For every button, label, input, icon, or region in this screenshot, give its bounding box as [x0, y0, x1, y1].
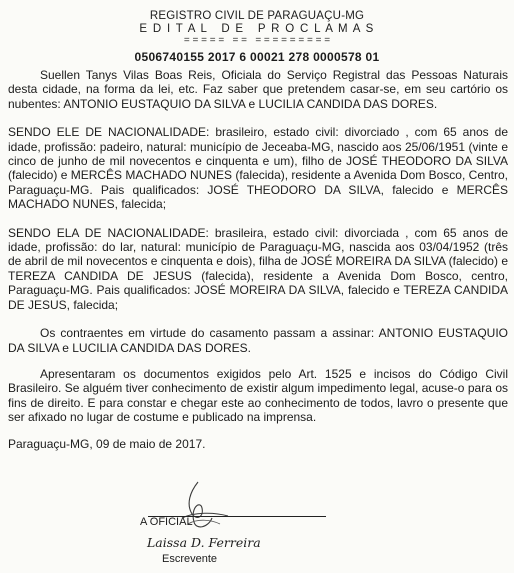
bride-paragraph: SENDO ELA DE NACIONALIDADE: brasileira, estado civil: divorciada , com 65 anos de idade, profissão: do lar, natural: município de Paraguaçu-MG, nascida aos 03/04/1952 (três de abril de mil novecentos e cinquenta e dois), filha de JOSÉ MOREIRA DA SILVA (falecido) e TEREZA CANDIDA DE JESUS (falecida), residente a Avenida Dom Bosco, centro, Paraguaçu-MG. Pais qualificados: JOSÉ MOREIRA DA SILVA, falecido e TEREZA CANDIDA DE JESUS, falecida; [8, 225, 508, 312]
signing-paragraph: Os contraentes em virtude do casamento passam a assinar: ANTONIO EUSTAQUIO DA SILVA e LUCILIA CANDIDA DAS DORES. [8, 326, 508, 355]
place-date: Paraguaçu-MG, 09 de maio de 2017. [8, 436, 206, 451]
groom-paragraph: SENDO ELE DE NACIONALIDADE: brasileiro, estado civil: divorciado , com 65 anos de idade, profissão: padeiro, natural: município de Jeceaba-MG, nascido aos 25/06/1951 (vinte e cinco de junho de mil novecentos e cinquenta e um), filho de JOSÉ THEODORO DA SILVA (falecido) e MERCÊS MACHADO NUNES (falecida), residente a Avenida Dom Bosco, Centro, Paraguaçu-MG. Pais qualificados: JOSÉ THEODORO DA SILVA, falecido e MERCÊS MACHADO NUNES, falecida; [8, 125, 508, 212]
signer-name: Laissa D. Ferreira [147, 535, 261, 550]
signature-block [0, 478, 514, 573]
documents-paragraph: Apresentaram os documentos exigidos pelo Art. 1525 e incisos do Código Civil Brasileiro. Se alguém tiver conhecimento de existir algum impedimento legal, acuse-o para os fins de direito. E para constar e chegar este ao conhecimento de todos, lavro o presente que ser afixado no lugar de costume e publicado na imprensa. [8, 366, 508, 425]
signer-role: Escrevente [162, 553, 218, 565]
registration-number: 0506740155 2017 6 00021 278 0000578 01 [134, 50, 380, 64]
edital-title: E D I T A L D E P R O C L A M A S [139, 23, 375, 35]
document-header [0, 10, 514, 65]
document-body [8, 68, 508, 465]
registry-title: REGISTRO CIVIL DE PARAGUAÇU-MG [149, 10, 365, 22]
title-underline: = = = = = = = = = = = = = = = = [183, 35, 331, 46]
signature-label: A OFICIAL [140, 516, 193, 528]
handwritten-signature [168, 478, 238, 538]
intro-paragraph: Suellen Tanys Vilas Boas Reis, Oficiala do Serviço Registral das Pessoas Naturais desta cidade, na forma da lei, etc. Faz saber que pretendem casar-se, em seu cartório os nubentes: ANTONIO EUSTAQUIO DA SILVA e LUCILIA CANDIDA DAS DORES. [8, 68, 508, 111]
